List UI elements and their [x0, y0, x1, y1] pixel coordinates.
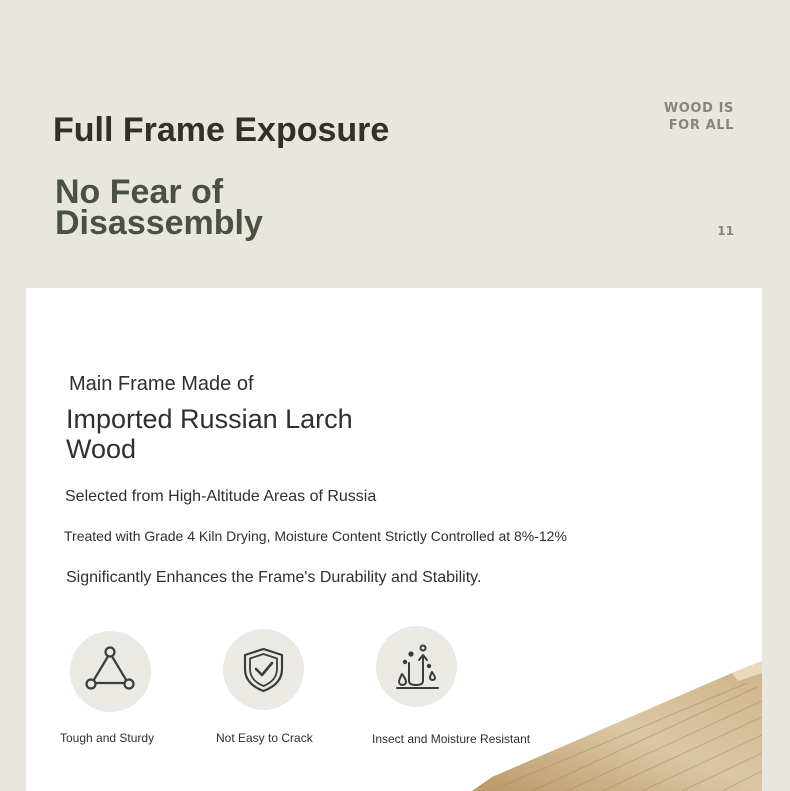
benefit-text: Significantly Enhances the Frame's Durability and Stability.: [66, 569, 482, 586]
material-heading: Imported Russian Larch Wood: [66, 404, 353, 464]
triangle-nodes-icon: [70, 631, 151, 712]
brand-line-2: FOR ALL: [668, 118, 734, 133]
wood-plank-image: [472, 651, 762, 791]
page-number: 11: [717, 224, 734, 238]
feature-label-tough: Tough and Sturdy: [60, 731, 155, 745]
feature-label-insect-moisture: Insect and Moisture Resistant: [372, 732, 531, 746]
intro-text: Main Frame Made of: [69, 373, 254, 395]
origin-text: Selected from High-Altitude Areas of Russia: [65, 488, 377, 505]
page-subtitle: No Fear of Disassembly: [55, 173, 263, 242]
moisture-arrow-icon: [376, 626, 457, 707]
content-card: [26, 288, 762, 791]
header-section: [0, 0, 790, 288]
page-title: Full Frame Exposure: [53, 111, 390, 149]
shield-check-icon: [223, 629, 304, 710]
brand-tagline: [614, 100, 734, 134]
feature-label-crack: Not Easy to Crack: [216, 731, 313, 745]
treatment-text: Treated with Grade 4 Kiln Drying, Moisture Content Strictly Controlled at 8%-12%: [64, 528, 567, 544]
brand-line-1: WOOD IS: [663, 101, 734, 116]
